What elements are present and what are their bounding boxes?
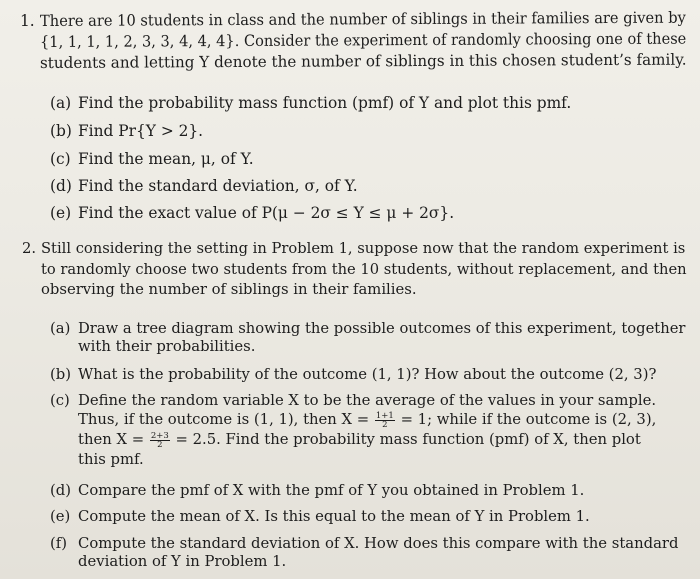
problem-2e-label: (e) (50, 508, 71, 525)
problem-1-intro-line-3: students and letting Y denote the number of siblings in this chosen student’s family. (39, 50, 687, 72)
problem-1e-label: (e) (50, 204, 72, 222)
problem-2c-line-2-end: = 1; while if the outcome is (2, 3), (400, 411, 657, 428)
problem-2c-line-1: Define the random variable X to be the average of the values in your sample. (78, 392, 657, 409)
problem-2-intro-line-3: observing the number of siblings in their families. (41, 281, 417, 298)
problem-1c-label: (c) (50, 150, 71, 168)
problem-2f-line-1: Compute the standard deviation of X. How does this compare with the standard (78, 535, 679, 552)
problem-2d-text: Compare the pmf of X with the pmf of Y you obtained in Problem 1. (78, 482, 585, 499)
problem-1a-label: (a) (50, 94, 72, 112)
problem-1d-text: Find the standard deviation, σ, of Y. (78, 177, 358, 195)
problem-2c-line-4: this pmf. (78, 451, 144, 468)
fraction-2-denominator: 2 (157, 439, 163, 450)
fraction-1-denominator: 2 (382, 419, 388, 430)
problem-2a-line-1: Draw a tree diagram showing the possible outcomes of this experiment, together (78, 320, 686, 337)
problem-1-intro-line-1: There are 10 students in class and the number of siblings in their families are given by (39, 8, 686, 30)
problem-2-intro-line-1: Still considering the setting in Problem 1, suppose now that the random experiment is (41, 240, 686, 257)
fraction-two-plus-three-over-two (150, 432, 170, 449)
problem-2-intro-line-2: to randomly choose two students from the 10 students, without replacement, and then (41, 261, 687, 278)
problem-1d-label: (d) (50, 177, 72, 195)
problem-1-intro-line-2: {1, 1, 1, 1, 2, 3, 3, 4, 4, 4}. Consider the experiment of randomly choosing one of these (39, 29, 687, 51)
problem-2a-label: (a) (50, 320, 71, 337)
problem-2c-line-3-start: then X = (78, 431, 145, 448)
problem-2d-label: (d) (50, 482, 72, 499)
fraction-2-numerator: 2+3 (150, 430, 169, 441)
problem-2-number: 2. (22, 240, 37, 257)
problem-2c-line-3 (78, 431, 641, 449)
problem-1-number: 1. (20, 12, 35, 30)
problem-2c-line-2 (78, 411, 656, 429)
fraction-1-numerator: 1+1 (375, 410, 394, 421)
problem-2a-line-2: with their probabilities. (78, 338, 256, 355)
problem-2c-line-2-start: Thus, if the outcome is (1, 1), then X = (78, 411, 370, 428)
problem-1b-text: Find Pr{Y > 2}. (78, 122, 204, 140)
problem-2e-text: Compute the mean of X. Is this equal to the mean of Y in Problem 1. (78, 508, 590, 525)
problem-2c-line-3-end: = 2.5. Find the probability mass function (pmf) of X, then plot (175, 431, 641, 448)
problem-1b-label: (b) (50, 122, 72, 140)
fraction-one-plus-one-over-two (375, 412, 395, 429)
problem-2f-line-2: deviation of Y in Problem 1. (78, 553, 287, 570)
problem-2b-label: (b) (50, 366, 72, 383)
problem-2b-text: What is the probability of the outcome (1, 1)? How about the outcome (2, 3)? (78, 366, 657, 383)
problem-1a-text: Find the probability mass function (pmf) of Y and plot this pmf. (78, 94, 572, 112)
problem-2c-label: (c) (50, 392, 70, 409)
problem-2f-label: (f) (50, 535, 68, 552)
problem-1e-text: Find the exact value of P(μ − 2σ ≤ Y ≤ μ + 2σ}. (78, 204, 455, 222)
problem-1c-text: Find the mean, μ, of Y. (78, 150, 254, 168)
